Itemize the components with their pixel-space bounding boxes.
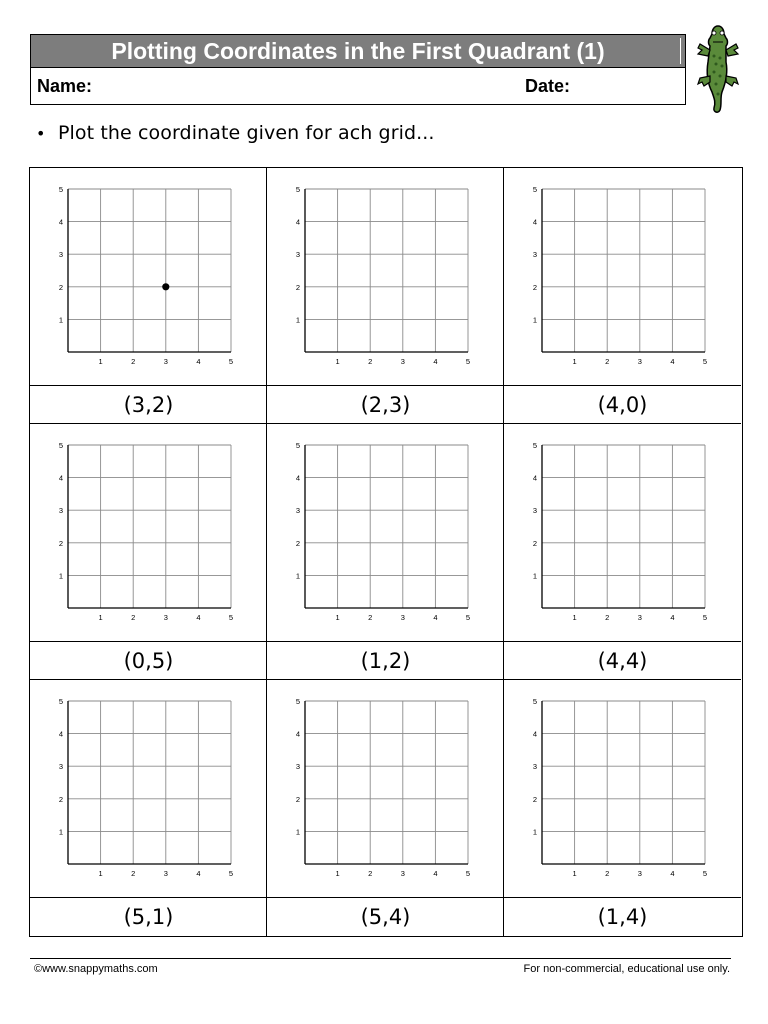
x-tick-label: 4 bbox=[670, 613, 675, 622]
coordinate-label: (5,1) bbox=[30, 897, 267, 936]
x-tick-label: 5 bbox=[702, 869, 708, 878]
coordinate-label: (1,2) bbox=[267, 641, 504, 680]
y-tick-label: 5 bbox=[58, 697, 63, 706]
x-tick-label: 2 bbox=[131, 869, 136, 878]
x-tick-label: 3 bbox=[163, 357, 168, 366]
x-tick-label: 2 bbox=[605, 613, 610, 622]
y-tick-label: 4 bbox=[532, 473, 537, 483]
y-tick-label: 4 bbox=[58, 729, 63, 739]
y-tick-label: 3 bbox=[532, 506, 537, 516]
grid-cell bbox=[504, 424, 741, 680]
x-tick-label: 1 bbox=[335, 613, 340, 622]
x-tick-label: 1 bbox=[98, 869, 103, 878]
y-tick-label: 5 bbox=[532, 697, 537, 706]
y-tick-label: 5 bbox=[295, 697, 300, 706]
y-tick-label: 2 bbox=[295, 282, 300, 292]
x-tick-label: 4 bbox=[433, 869, 438, 878]
coordinate-grid[interactable] bbox=[267, 168, 504, 385]
x-tick-label: 1 bbox=[572, 357, 577, 366]
instruction-text: Plot the coordinate given for ach grid... bbox=[58, 122, 435, 144]
date-label: Date: bbox=[525, 76, 571, 96]
x-tick-label: 4 bbox=[196, 869, 201, 878]
grid-cell bbox=[267, 168, 504, 424]
y-tick-label: 4 bbox=[295, 729, 300, 739]
x-tick-label: 3 bbox=[163, 869, 168, 878]
grid-cell bbox=[267, 680, 504, 936]
y-tick-label: 5 bbox=[532, 185, 537, 194]
y-tick-label: 2 bbox=[295, 794, 300, 804]
y-tick-label: 3 bbox=[295, 250, 300, 260]
x-tick-label: 3 bbox=[637, 357, 642, 366]
footer-notice: For non-commercial, educational use only. bbox=[523, 963, 730, 975]
x-tick-label: 5 bbox=[465, 613, 471, 622]
y-tick-label: 3 bbox=[58, 762, 63, 772]
y-tick-label: 1 bbox=[532, 571, 537, 581]
coordinate-label: (3,2) bbox=[30, 385, 267, 424]
footer-copyright bbox=[34, 963, 158, 975]
x-tick-label: 4 bbox=[433, 357, 438, 366]
y-tick-label: 2 bbox=[532, 282, 537, 292]
x-tick-label: 1 bbox=[98, 357, 103, 366]
x-tick-label: 3 bbox=[637, 869, 642, 878]
coordinate-grid[interactable] bbox=[30, 424, 267, 641]
y-tick-label: 4 bbox=[532, 217, 537, 227]
y-tick-label: 4 bbox=[58, 217, 63, 227]
y-tick-label: 1 bbox=[58, 571, 63, 581]
x-tick-label: 4 bbox=[670, 357, 675, 366]
y-tick-label: 3 bbox=[295, 762, 300, 772]
x-tick-label: 1 bbox=[335, 869, 340, 878]
x-tick-label: 5 bbox=[465, 869, 471, 878]
instruction-bullet: • bbox=[36, 124, 46, 143]
x-tick-label: 1 bbox=[335, 357, 340, 366]
y-tick-label: 2 bbox=[58, 538, 63, 548]
coordinate-label: (2,3) bbox=[267, 385, 504, 424]
y-tick-label: 5 bbox=[58, 185, 63, 194]
footer-site[interactable]: www.snappymaths.com bbox=[42, 963, 158, 975]
grid-cell bbox=[504, 168, 741, 424]
coordinate-grid[interactable] bbox=[30, 680, 267, 897]
x-tick-label: 2 bbox=[605, 357, 610, 366]
x-tick-label: 2 bbox=[131, 357, 136, 366]
y-tick-label: 1 bbox=[532, 827, 537, 837]
x-tick-label: 3 bbox=[400, 869, 405, 878]
crocodile-mascot-icon bbox=[694, 22, 742, 116]
grid-cell bbox=[504, 680, 741, 936]
name-label: Name: bbox=[37, 76, 93, 96]
x-tick-label: 2 bbox=[368, 613, 373, 622]
y-tick-label: 3 bbox=[58, 250, 63, 260]
y-tick-label: 4 bbox=[532, 729, 537, 739]
instruction bbox=[36, 122, 435, 144]
x-tick-label: 2 bbox=[605, 869, 610, 878]
x-tick-label: 1 bbox=[98, 613, 103, 622]
x-tick-label: 3 bbox=[163, 613, 168, 622]
y-tick-label: 2 bbox=[58, 282, 63, 292]
y-tick-label: 3 bbox=[295, 506, 300, 516]
y-tick-label: 5 bbox=[58, 441, 63, 450]
coordinate-grid[interactable] bbox=[504, 168, 741, 385]
footer-divider bbox=[30, 958, 731, 959]
x-tick-label: 5 bbox=[702, 357, 708, 366]
y-tick-label: 2 bbox=[532, 794, 537, 804]
coordinate-label: (0,5) bbox=[30, 641, 267, 680]
y-tick-label: 2 bbox=[532, 538, 537, 548]
x-tick-label: 3 bbox=[400, 613, 405, 622]
worksheet-title: Plotting Coordinates in the First Quadrant (1) bbox=[111, 37, 605, 64]
y-tick-label: 4 bbox=[58, 473, 63, 483]
grid-cell bbox=[30, 680, 267, 936]
y-tick-label: 1 bbox=[58, 827, 63, 837]
coordinate-label: (5,4) bbox=[267, 897, 504, 936]
coordinate-grid[interactable] bbox=[504, 680, 741, 897]
plotted-point bbox=[162, 283, 169, 290]
x-tick-label: 5 bbox=[228, 357, 234, 366]
y-tick-label: 1 bbox=[295, 315, 300, 325]
x-tick-label: 4 bbox=[196, 613, 201, 622]
y-tick-label: 4 bbox=[295, 473, 300, 483]
y-tick-label: 3 bbox=[532, 762, 537, 772]
x-tick-label: 3 bbox=[400, 357, 405, 366]
title-bar-edge bbox=[680, 38, 681, 64]
coordinate-grid[interactable] bbox=[30, 168, 267, 385]
y-tick-label: 4 bbox=[295, 217, 300, 227]
coordinate-grid[interactable] bbox=[267, 424, 504, 641]
x-tick-label: 1 bbox=[572, 869, 577, 878]
x-tick-label: 3 bbox=[637, 613, 642, 622]
coordinate-grid-sheet bbox=[29, 167, 743, 937]
grid-cell bbox=[30, 168, 267, 424]
coordinate-label: (1,4) bbox=[504, 897, 741, 936]
x-tick-label: 2 bbox=[368, 869, 373, 878]
coordinate-label: (4,0) bbox=[504, 385, 741, 424]
x-tick-label: 4 bbox=[433, 613, 438, 622]
x-tick-label: 5 bbox=[702, 613, 708, 622]
y-tick-label: 3 bbox=[58, 506, 63, 516]
x-tick-label: 1 bbox=[572, 613, 577, 622]
grid-cell bbox=[267, 424, 504, 680]
name-date-row bbox=[30, 68, 686, 105]
y-tick-label: 3 bbox=[532, 250, 537, 260]
coordinate-label: (4,4) bbox=[504, 641, 741, 680]
coordinate-grid[interactable] bbox=[504, 424, 741, 641]
y-tick-label: 5 bbox=[532, 441, 537, 450]
y-tick-label: 1 bbox=[532, 315, 537, 325]
x-tick-label: 4 bbox=[670, 869, 675, 878]
worksheet-title-bar bbox=[30, 34, 686, 68]
y-tick-label: 5 bbox=[295, 185, 300, 194]
x-tick-label: 4 bbox=[196, 357, 201, 366]
y-tick-label: 1 bbox=[58, 315, 63, 325]
x-tick-label: 5 bbox=[228, 613, 234, 622]
y-tick-label: 5 bbox=[295, 441, 300, 450]
x-tick-label: 5 bbox=[228, 869, 234, 878]
x-tick-label: 2 bbox=[131, 613, 136, 622]
y-tick-label: 1 bbox=[295, 571, 300, 581]
x-tick-label: 2 bbox=[368, 357, 373, 366]
y-tick-label: 1 bbox=[295, 827, 300, 837]
copyright-icon: © bbox=[34, 963, 43, 975]
grid-cell bbox=[30, 424, 267, 680]
coordinate-grid[interactable] bbox=[267, 680, 504, 897]
y-tick-label: 2 bbox=[295, 538, 300, 548]
y-tick-label: 2 bbox=[58, 794, 63, 804]
x-tick-label: 5 bbox=[465, 357, 471, 366]
